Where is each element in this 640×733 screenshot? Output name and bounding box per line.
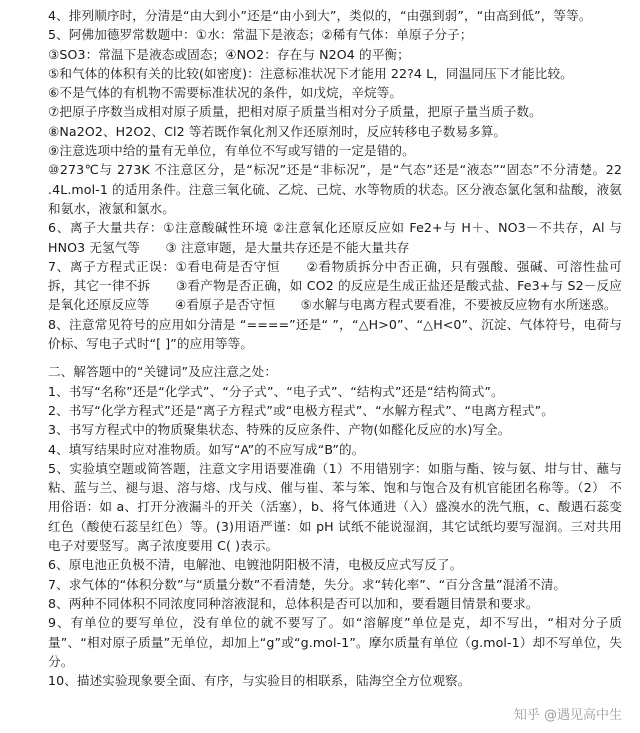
paragraph-name-vs-formula: 1、书写“名称”还是“化学式”、“分子式”、“电子式”、“结构式”还是“结构简式”。 (48, 383, 504, 399)
paragraph-sorting-order: 4、排列顺序时，分清是“由大到小”还是“由小到大”，类似的，“由强到弱”，“由高到低”，等等。 (48, 8, 592, 23)
paragraph-ion-coexistence: 6、离子大量共存：①注意酸碱性环境 ②注意氧化还原反应如 Fe2+与 H＋、NO3－不共存，Al 与 HNO3 无氢气等 ③ 注意审题，是大量共存还是不能大量共存 (48, 220, 622, 255)
paragraph-fraction: 7、求气体的“体积分数”与“质量分数”不看清楚，失分。求“转化率”、“百分含量”混淆不清。 (48, 576, 567, 592)
watermark-text: 知乎 @遇见高中生 (512, 704, 624, 723)
paragraph-units: 9、有单位的要写单位，没有单位的就不要写了。如“溶解度”单位是克，却不写出，“相对分子质量”、“相对原子质量”无单位，却加上“g”或“g.mol-1”。摩尔质量有单位（g.mol-1）却不写单位，失分。 (48, 615, 622, 669)
paragraph-avogadro-6: ⑥不是气体的有机物不需要标准状况的条件，如戊烷，辛烷等。 (48, 85, 403, 101)
paragraph-symbols: 8、注意常见符号的应用如分清是 “====”还是“ ”，“△H>0”、“△H<0”、沉淀、气体符号，电荷与价标、写电子式时“[ ]”的应用等等。 (48, 316, 622, 352)
paragraph-wording: 5、实验填空题或简答题，注意文字用语要准确（1）不用错别字：如脂与酯、铵与氨、坩与甘、蘸与粘、蓝与兰、褪与退、溶与熔、戊与戍、催与崔、苯与笨、饱和与饱合及有机官能团名称等。（2） 不用俗语：如 a、打开分液漏斗的开关（活塞），b、将气体通进（入）盛溴水的洗气瓶，c、酸遇石蕊变红色（酸使石蕊呈红色）等。(3)用语严谨：如 pH 试纸不能说湿润，其它试纸均要写湿润。三对共用电子对要竖写。离子浓度要用 C( )表示。 (48, 460, 622, 554)
paragraph-avogadro-8: ⑧Na2O2、H2O2、Cl2 等若既作氧化剂又作还原剂时，反应转移电子数易多算。 (48, 123, 507, 139)
paragraph-avogadro-5: ⑤和气体的体积有关的比较(如密度)：注意标准状况下才能用 22?4 L，同温同压下才能比较。 (48, 65, 573, 81)
paragraph-ionic-equation: 7、离子方程式正误：①看电荷是否守恒 ②看物质拆分中否正确，只有强酸、强碱、可溶性盐可拆，其它一律不拆 ③看产物是否正确，如 CO2 的反应是生成正盐还是酸式盐、Fe3+与 S2－反应是氧化还原反应等 ④看原子是否守恒 ⑤水解与电离方程式要看准，不要被反应物有水所迷惑。 (48, 258, 622, 313)
paragraph-avogadro-9: ⑨注意选项中给的量有无单位，有单位不写或写错的一定是错的。 (48, 143, 415, 159)
paragraph-electrodes: 6、原电池正负极不清，电解池、电镀池阴阳极不清，电极反应式写反了。 (48, 557, 463, 573)
section-gap (48, 353, 622, 362)
paragraph-avogadro-7: ⑦把原子序数当成相对原子质量，把相对原子质量当相对分子质量，把原子量当质子数。 (48, 104, 542, 120)
paragraph-avogadro-3-4: ③SO3：常温下是液态或固态；④NO2：存在与 N2O4 的平衡； (48, 46, 410, 62)
paragraph-equation-type: 2、书写“化学方程式”还是“离子方程式”或“电极方程式”、“水解方程式”、“电离方程式”。 (48, 402, 554, 418)
paragraph-mixing-volume: 8、两种不同体积不同浓度同种溶液混和，总体积是否可以加和，要看题目情景和要求。 (48, 595, 539, 611)
paragraph-avogadro-intro: 5、阿佛加德罗常数题中：①水：常温下是液态；②稀有气体：单原子分子； (48, 27, 473, 43)
paragraph-equation-details: 3、书写方程式中的物质聚集状态、特殊的反应条件、产物(如醛化反应的水)写全。 (48, 422, 511, 438)
paragraph-match-answer: 4、填写结果时应对准物质。如写“A”的不应写成“B”的。 (48, 441, 365, 457)
paragraph-observation: 10、描述实验现象要全面、有序，与实验目的相联系，陆海空全方位观察。 (48, 673, 471, 689)
paragraph-avogadro-10: ⑩273℃与 273K 不注意区分，是“标况”还是“非标况”，是“气态”还是“液态”“固态”不分清楚。22 .4L.mol-1 的适用条件。注意三氧化硫、乙烷、己烷、水等物质的状态。区分液态氯化氢和盐酸，液氨和氨水，液氯和氯水。 (48, 162, 622, 216)
section-heading: 二、解答题中的“关键词”及应注意之处： (48, 364, 278, 380)
